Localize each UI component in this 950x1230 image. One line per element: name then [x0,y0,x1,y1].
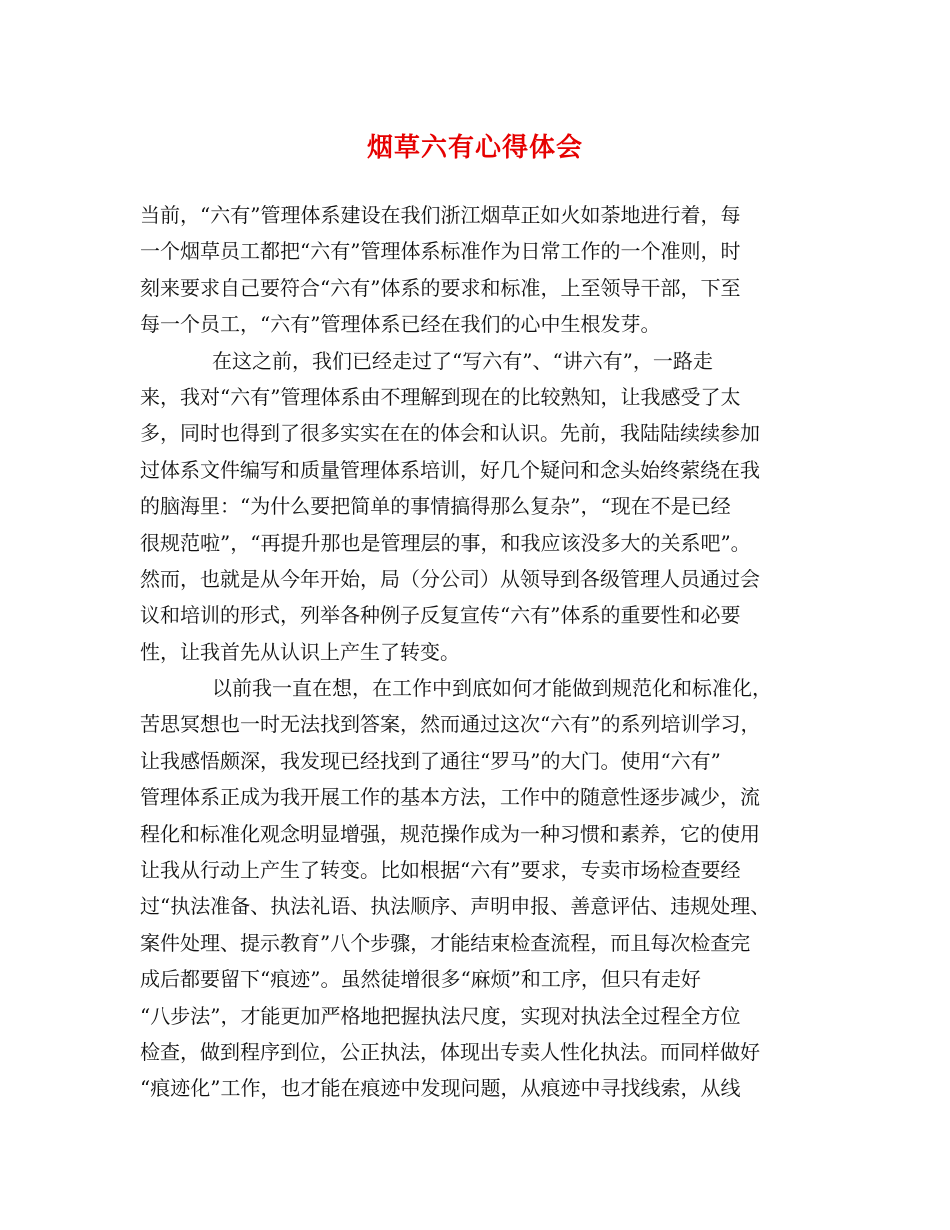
text-line: 多，同时也得到了很多实实在在的体会和认识。先前，我陆陆续续参加 [140,421,760,446]
text-line: 性，让我首先从认识上产生了转变。 [140,639,460,664]
text-line: 当前，“六有”管理体系建设在我们浙江烟草正如火如荼地进行着，每 [140,203,741,227]
text-line: 管理体系正成为我开展工作的基本方法，工作中的随意性逐步减少，流 [140,785,760,810]
text-line: 刻来要求自己要符合“六有”体系的要求和标准，上至领导干部，下至 [140,275,741,300]
text-line: 每一个员工，“六有”管理体系已经在我们的心中生根发芽。 [140,312,661,337]
paragraph-start-line: 在这之前，我们已经走过了“写六有”、“讲六有”，一路走 [212,348,713,373]
document-body [140,197,820,1107]
text-line: 程化和标准化观念明显增强，规范操作成为一种习惯和素养，它的使用 [140,821,760,846]
text-line: 让我从行动上产生了转变。比如根据“六有”要求，专卖市场检查要经 [140,858,741,883]
text-line: 案件处理、提示教育”八个步骤，才能结束检查流程，而且每次检查完 [140,930,751,955]
document-title: 烟草六有心得体会 [366,133,583,163]
text-line: 让我感悟颇深，我发现已经找到了通往“罗马”的大门。使用“六有” [140,748,721,773]
text-line: 来，我对“六有”管理体系由不理解到现在的比较熟知，让我感受了太 [140,384,741,409]
text-line: 的脑海里：“为什么要把简单的事情搞得那么复杂”，“现在不是已经 [140,494,731,519]
text-line: “八步法”，才能更加严格地把握执法尺度，实现对执法全过程全方位 [140,1003,741,1028]
text-line: 议和培训的形式，列举各种例子反复宣传“六有”体系的重要性和必要 [140,603,741,628]
text-line: 成后都要留下“痕迹”。虽然徒增很多“麻烦”和工序，但只有走好 [140,967,701,992]
text-line: “痕迹化”工作，也才能在痕迹中发现问题，从痕迹中寻找线索，从线 [140,1076,741,1101]
text-line: 很规范啦”，“再提升那也是管理层的事，和我应该没多大的关系吧”。 [140,530,751,555]
text-line: 过“执法准备、执法礼语、执法顺序、声明申报、善意评估、违规处理、 [140,894,771,919]
text-line: 一个烟草员工都把“六有”管理体系标准作为日常工作的一个准则，时 [140,239,741,264]
text-line: 然而，也就是从今年开始，局（分公司）从领导到各级管理人员通过会 [140,566,760,591]
paragraph-start-line: 以前我一直在想，在工作中到底如何才能做到规范化和标准化， [212,676,772,701]
text-line: 苦思冥想也一时无法找到答案，然而通过这次“六有”的系列培训学习， [140,712,761,737]
text-line: 检查，做到程序到位，公正执法，体现出专卖人性化执法。而同样做好 [140,1039,760,1064]
text-line: 过体系文件编写和质量管理体系培训，好几个疑问和念头始终萦绕在我 [140,457,760,482]
